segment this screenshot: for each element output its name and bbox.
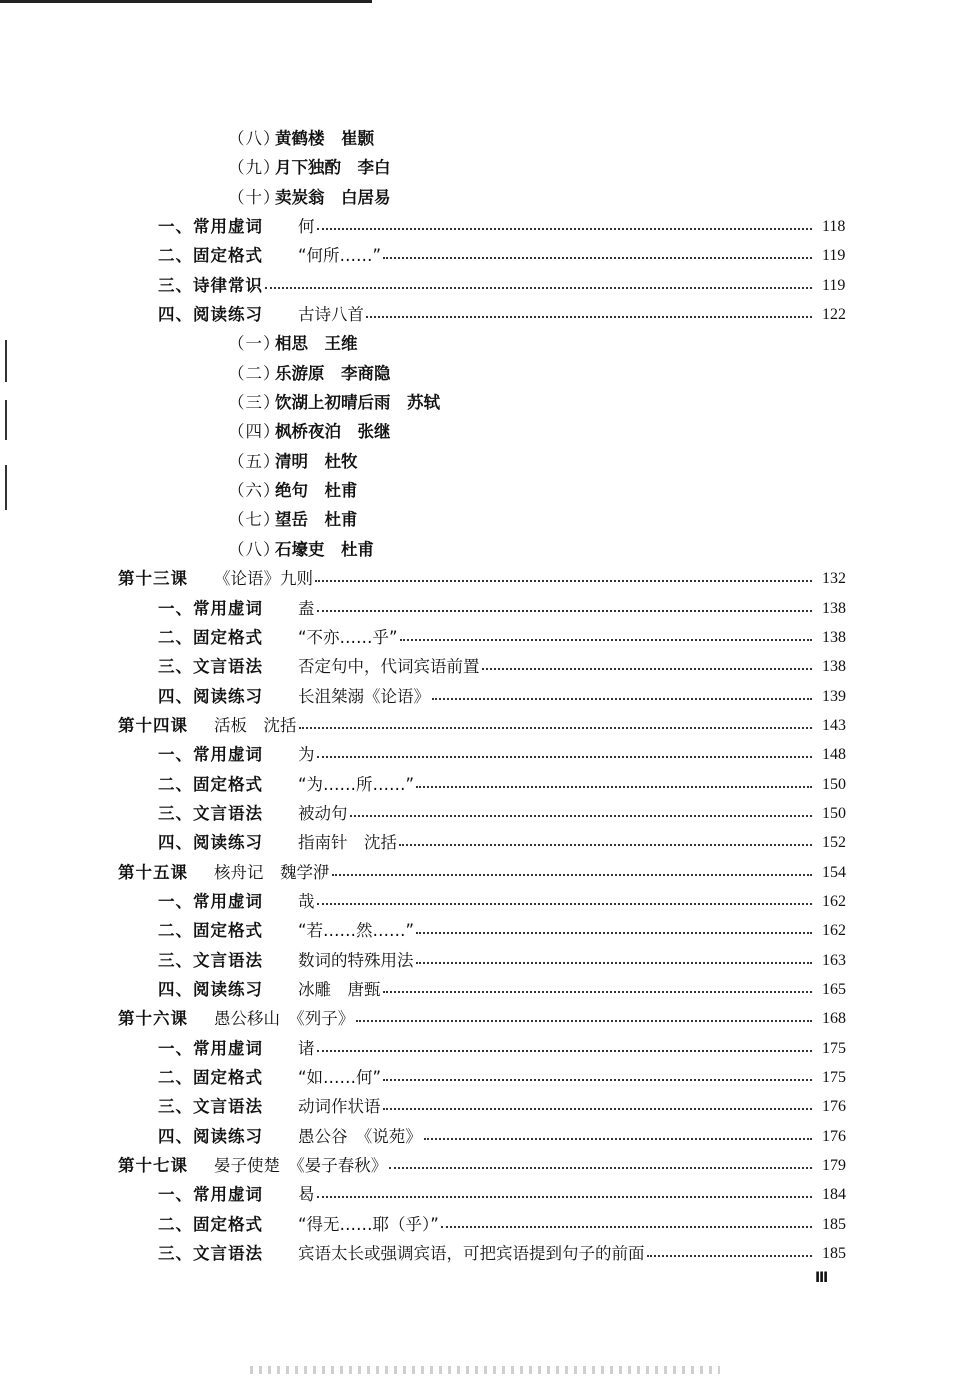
entry-title: 哉 — [298, 891, 315, 911]
entry-title: 活板 沈括 — [214, 715, 297, 735]
entry-title: 愚公谷 《说苑》 — [298, 1126, 422, 1146]
toc-section-entry — [0, 212, 960, 241]
toc-section-entry — [0, 271, 960, 300]
entry-prefix: 二、固定格式 — [158, 627, 263, 647]
entry-page-number: 185 — [822, 1245, 846, 1263]
entry-prefix: 三、文言语法 — [158, 657, 263, 677]
toc-lesson-entry — [0, 1151, 960, 1180]
entry-title: 动词作状语 — [298, 1097, 381, 1117]
dot-leader — [441, 1210, 812, 1239]
entry-page-number: 176 — [822, 1098, 846, 1116]
entry-page-number: 148 — [822, 746, 846, 764]
dot-leader — [317, 1034, 812, 1063]
dot-leader — [350, 799, 812, 828]
table-of-contents — [0, 124, 960, 1268]
toc-section-entry — [0, 1210, 960, 1239]
entry-title: 望岳 杜甫 — [275, 510, 358, 530]
entry-title: 为 — [298, 745, 315, 765]
entry-prefix: （八） — [228, 129, 281, 148]
entry-prefix: （七） — [228, 510, 281, 530]
dot-leader — [299, 711, 812, 740]
toc-section-entry — [0, 682, 960, 711]
toc-section-entry — [0, 1034, 960, 1063]
entry-title: 曷 — [298, 1185, 315, 1205]
toc-section-entry — [0, 916, 960, 945]
dot-leader — [647, 1239, 812, 1268]
toc-poem-entry — [0, 535, 960, 564]
entry-title: 盍 — [298, 598, 315, 618]
toc-lesson-entry — [0, 858, 960, 887]
dot-leader — [432, 682, 812, 711]
entry-page-number: 175 — [822, 1039, 846, 1057]
dot-leader — [389, 1151, 812, 1180]
toc-poem-entry — [0, 388, 960, 417]
toc-section-entry — [0, 975, 960, 1004]
dot-leader — [399, 828, 812, 857]
entry-title: 《论语》九则 — [214, 569, 313, 589]
entry-page-number: 168 — [822, 1010, 846, 1028]
entry-prefix: 三、文言语法 — [158, 1244, 263, 1264]
entry-page-number: 165 — [822, 980, 846, 998]
entry-title: 乐游原 李商隐 — [275, 363, 391, 383]
dot-leader — [383, 1063, 812, 1092]
entry-title: 指南针 沈括 — [298, 833, 397, 853]
entry-page-number: 143 — [822, 716, 846, 734]
entry-page-number: 138 — [822, 599, 846, 617]
entry-page-number: 150 — [822, 775, 846, 793]
entry-prefix: （三） — [228, 393, 281, 413]
dot-leader — [424, 1122, 812, 1151]
entry-prefix: 三、文言语法 — [158, 803, 263, 823]
dot-leader — [317, 887, 812, 916]
entry-prefix: 二、固定格式 — [158, 921, 263, 941]
toc-section-entry — [0, 623, 960, 652]
toc-section-entry — [0, 241, 960, 270]
scan-border-top — [0, 0, 372, 3]
dot-leader — [356, 1004, 812, 1033]
entry-page-number: 175 — [822, 1069, 846, 1086]
toc-poem-entry — [0, 417, 960, 446]
toc-poem-entry — [0, 359, 960, 388]
toc-section-entry — [0, 1063, 960, 1092]
entry-page-number: 163 — [822, 951, 846, 969]
toc-section-entry — [0, 946, 960, 975]
entry-prefix: 四、阅读练习 — [158, 979, 263, 999]
toc-poem-entry — [0, 153, 960, 182]
dot-leader — [416, 946, 812, 975]
entry-prefix: 二、固定格式 — [158, 246, 263, 266]
entry-title: 晏子使楚 《晏子春秋》 — [214, 1156, 388, 1176]
entry-prefix: （十） — [228, 187, 281, 207]
entry-prefix: （九） — [228, 158, 281, 178]
dot-leader — [315, 564, 812, 593]
entry-title: “何所……” — [298, 246, 382, 266]
entry-title: 饮湖上初晴后雨 苏轼 — [275, 393, 440, 413]
toc-lesson-entry — [0, 564, 960, 593]
entry-page-number: 119 — [822, 247, 846, 265]
entry-page-number: 154 — [822, 863, 846, 881]
dot-leader — [416, 916, 812, 945]
toc-lesson-entry — [0, 711, 960, 740]
entry-prefix: 一、常用虚词 — [158, 217, 263, 237]
entry-title: 被动句 — [298, 803, 348, 823]
entry-title: 黄鹤楼 崔颢 — [275, 129, 374, 148]
dot-leader — [332, 858, 812, 887]
dot-leader — [317, 1180, 812, 1209]
dot-leader — [416, 770, 812, 799]
toc-section-entry — [0, 799, 960, 828]
dot-leader — [265, 271, 812, 300]
toc-lesson-entry — [0, 1004, 960, 1033]
entry-prefix: 二、固定格式 — [158, 774, 263, 794]
toc-section-entry — [0, 594, 960, 623]
entry-prefix: 三、文言语法 — [158, 1097, 263, 1117]
entry-prefix: （五） — [228, 451, 281, 471]
entry-prefix: 二、固定格式 — [158, 1214, 263, 1234]
toc-section-entry — [0, 770, 960, 799]
entry-page-number: 152 — [822, 834, 846, 852]
entry-title: “得无……耶（乎）” — [298, 1214, 439, 1234]
entry-title: 否定句中，代词宾语前置 — [298, 657, 480, 677]
entry-title: 相思 王维 — [275, 334, 358, 354]
entry-page-number: 138 — [822, 658, 846, 676]
entry-title: 长沮桀溺《论语》 — [298, 686, 430, 706]
entry-page-number: 150 — [822, 804, 846, 822]
entry-prefix: （四） — [228, 422, 281, 442]
entry-title: 石壕吏 杜甫 — [275, 539, 374, 559]
entry-title: “如……何” — [298, 1068, 382, 1087]
toc-section-entry — [0, 887, 960, 916]
toc-poem-entry — [0, 505, 960, 534]
entry-prefix: 三、诗律常识 — [158, 275, 263, 295]
dot-leader — [400, 623, 812, 652]
dot-leader — [317, 740, 812, 769]
toc-poem-entry — [0, 124, 960, 153]
entry-page-number: 139 — [822, 687, 846, 705]
entry-prefix: 第十六课 — [118, 1009, 188, 1029]
entry-page-number: 179 — [822, 1157, 846, 1175]
entry-prefix: 一、常用虚词 — [158, 891, 263, 911]
entry-page-number: 162 — [822, 922, 846, 940]
entry-prefix: 四、阅读练习 — [158, 833, 263, 853]
entry-title: 宾语太长或强调宾语，可把宾语提到句子的前面 — [298, 1244, 645, 1264]
toc-section-entry — [0, 300, 960, 329]
dot-leader — [317, 594, 812, 623]
entry-title: 核舟记 魏学洢 — [214, 862, 330, 882]
scan-noise — [250, 1366, 720, 1374]
entry-prefix: 一、常用虚词 — [158, 1038, 263, 1058]
entry-prefix: 第十五课 — [118, 862, 188, 882]
entry-prefix: 二、固定格式 — [158, 1068, 263, 1087]
entry-title: 卖炭翁 白居易 — [275, 187, 391, 207]
dot-leader — [482, 652, 812, 681]
dot-leader — [383, 975, 812, 1004]
toc-poem-entry — [0, 476, 960, 505]
toc-section-entry — [0, 1239, 960, 1268]
entry-title: 数词的特殊用法 — [298, 950, 414, 970]
dot-leader — [366, 300, 812, 329]
entry-title: “不亦……乎” — [298, 627, 398, 647]
entry-page-number: 184 — [822, 1186, 846, 1204]
dot-leader — [383, 241, 812, 270]
entry-title: “若……然……” — [298, 921, 415, 941]
dot-leader — [317, 212, 812, 241]
dot-leader — [383, 1092, 812, 1121]
entry-title: “为……所……” — [298, 774, 415, 794]
entry-title: 古诗八首 — [298, 305, 364, 325]
entry-prefix: 四、阅读练习 — [158, 686, 263, 706]
entry-title: 月下独酌 李白 — [275, 158, 391, 178]
entry-page-number: 138 — [822, 628, 846, 646]
entry-prefix: 四、阅读练习 — [158, 1126, 263, 1146]
toc-section-entry — [0, 1092, 960, 1121]
toc-section-entry — [0, 1180, 960, 1209]
entry-page-number: 119 — [822, 276, 846, 294]
entry-prefix: 三、文言语法 — [158, 950, 263, 970]
entry-title: 冰雕 唐甄 — [298, 979, 381, 999]
entry-title: 枫桥夜泊 张继 — [275, 422, 391, 442]
entry-prefix: 第十七课 — [118, 1156, 188, 1176]
entry-prefix: （二） — [228, 363, 281, 383]
entry-prefix: （一） — [228, 334, 281, 354]
entry-title: 诸 — [298, 1038, 315, 1058]
entry-title: 愚公移山 《列子》 — [214, 1009, 355, 1029]
entry-prefix: （八） — [228, 539, 281, 559]
entry-prefix: 一、常用虚词 — [158, 745, 263, 765]
entry-page-number: 122 — [822, 306, 846, 324]
entry-title: 绝句 杜甫 — [275, 481, 358, 501]
entry-title: 清明 杜牧 — [275, 451, 358, 471]
toc-poem-entry — [0, 447, 960, 476]
entry-page-number: 132 — [822, 570, 846, 588]
toc-section-entry — [0, 740, 960, 769]
toc-section-entry — [0, 1122, 960, 1151]
entry-page-number: 185 — [822, 1215, 846, 1233]
entry-prefix: 第十四课 — [118, 715, 188, 735]
entry-prefix: 第十三课 — [118, 569, 188, 589]
entry-prefix: 四、阅读练习 — [158, 305, 263, 325]
toc-section-entry — [0, 828, 960, 857]
toc-section-entry — [0, 652, 960, 681]
toc-poem-entry — [0, 183, 960, 212]
entry-page-number: 162 — [822, 892, 846, 910]
entry-title: 何 — [298, 217, 315, 237]
entry-prefix: 一、常用虚词 — [158, 598, 263, 618]
entry-prefix: （六） — [228, 481, 281, 501]
page-number: Ⅲ — [815, 1270, 829, 1286]
entry-page-number: 118 — [822, 218, 846, 236]
entry-page-number: 176 — [822, 1127, 846, 1145]
entry-prefix: 一、常用虚词 — [158, 1185, 263, 1205]
toc-poem-entry — [0, 329, 960, 358]
